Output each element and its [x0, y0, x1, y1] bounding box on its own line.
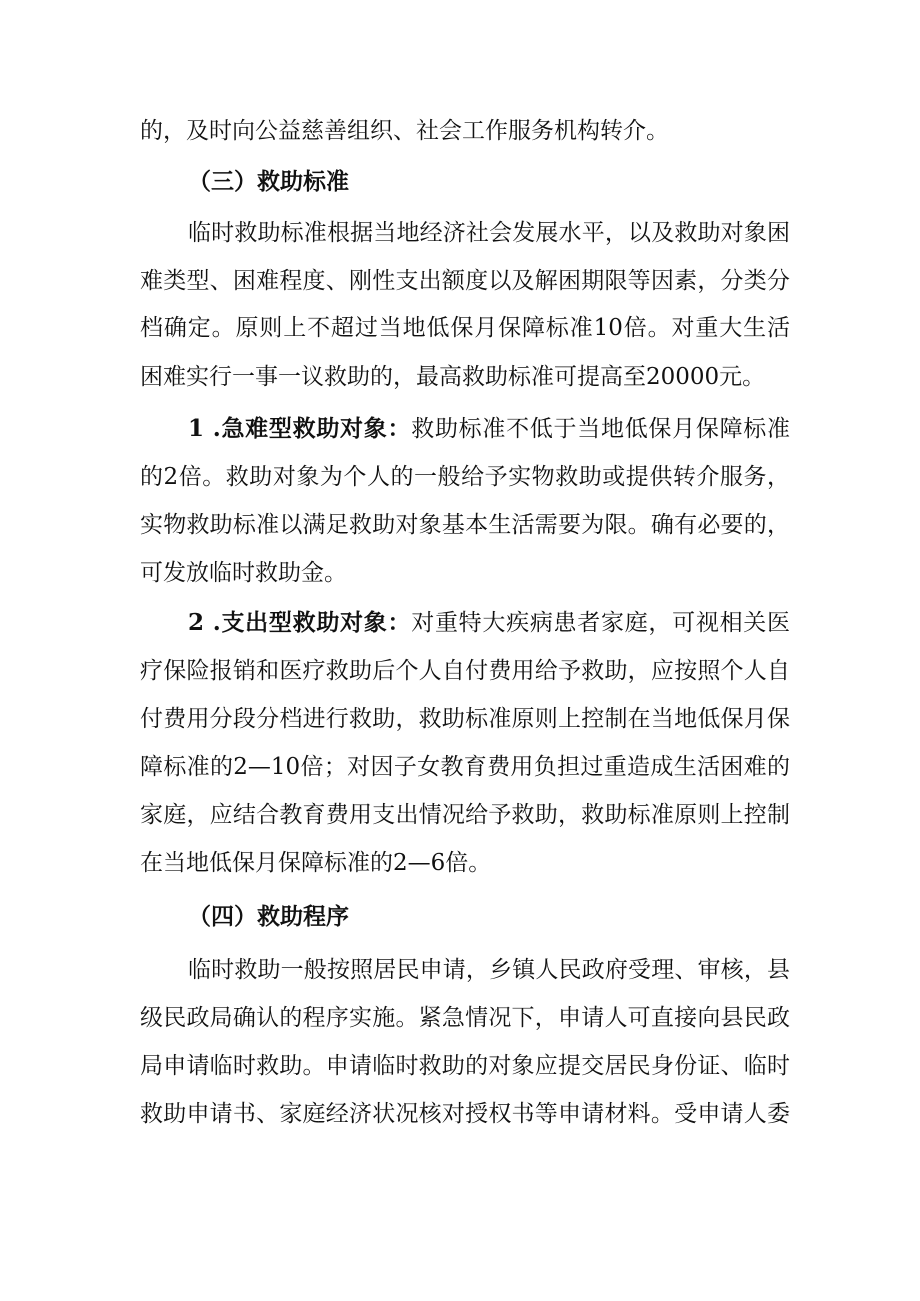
item-2-first-line: [188, 608, 790, 638]
paragraph-line: 的2倍。救助对象为个人的一般给予实物救助或提供转介服务，: [140, 464, 790, 490]
paragraph-line: 障标准的2—10倍；对因子女教育费用负担过重造成生活困难的: [140, 754, 790, 780]
paragraph-line: 家庭，应结合教育费用支出情况给予救助，救助标准原则上控制: [140, 802, 790, 828]
paragraph-line: 可发放临时救助金。: [140, 560, 347, 586]
paragraph-line: 临时救助一般按照居民申请，乡镇人民政府受理、审核，县: [188, 957, 790, 983]
section-heading-4: （四）救助程序: [188, 903, 349, 930]
paragraph-line: 在当地低保月保障标准的2—6倍。: [140, 850, 492, 876]
paragraph-line: 困难实行一事一议救助的，最高救助标准可提高至20000元。: [140, 364, 766, 390]
item-1-first-line: [188, 414, 790, 444]
item-1-text: 救助标准不低于当地低保月保障标准: [411, 416, 790, 442]
section-heading-3: （三）救助标准: [188, 168, 349, 195]
paragraph-line: 疗保险报销和医疗救助后个人自付费用给予救助，应按照个人自: [140, 658, 790, 684]
paragraph-line: 救助申请书、家庭经济状况核对授权书等申请材料。受申请人委: [140, 1101, 790, 1127]
item-2-lead: 2 .支出型救助对象：: [188, 609, 412, 636]
paragraph-line: 临时救助标准根据当地经济社会发展水平，以及救助对象困: [188, 220, 790, 246]
paragraph-line: 档确定。原则上不超过当地低保月保障标准10倍。对重大生活: [140, 315, 790, 341]
paragraph-line: 实物救助标准以满足救助对象基本生活需要为限。确有必要的，: [140, 512, 790, 538]
paragraph-line: 难类型、困难程度、刚性支出额度以及解困期限等因素，分类分: [140, 268, 790, 294]
paragraph-line: 付费用分段分档进行救助，救助标准原则上控制在当地低保月保: [140, 706, 790, 732]
item-2-text: 对重特大疾病患者家庭，可视相关医: [411, 610, 790, 636]
paragraph-line: 局申请临时救助。申请临时救助的对象应提交居民身份证、临时: [140, 1053, 790, 1079]
paragraph-line: 的，及时向公益慈善组织、社会工作服务机构转介。: [140, 118, 669, 144]
paragraph-line: 级民政局确认的程序实施。紧急情况下，申请人可直接向县民政: [140, 1005, 790, 1031]
item-1-lead: 1 .急难型救助对象：: [188, 415, 412, 442]
